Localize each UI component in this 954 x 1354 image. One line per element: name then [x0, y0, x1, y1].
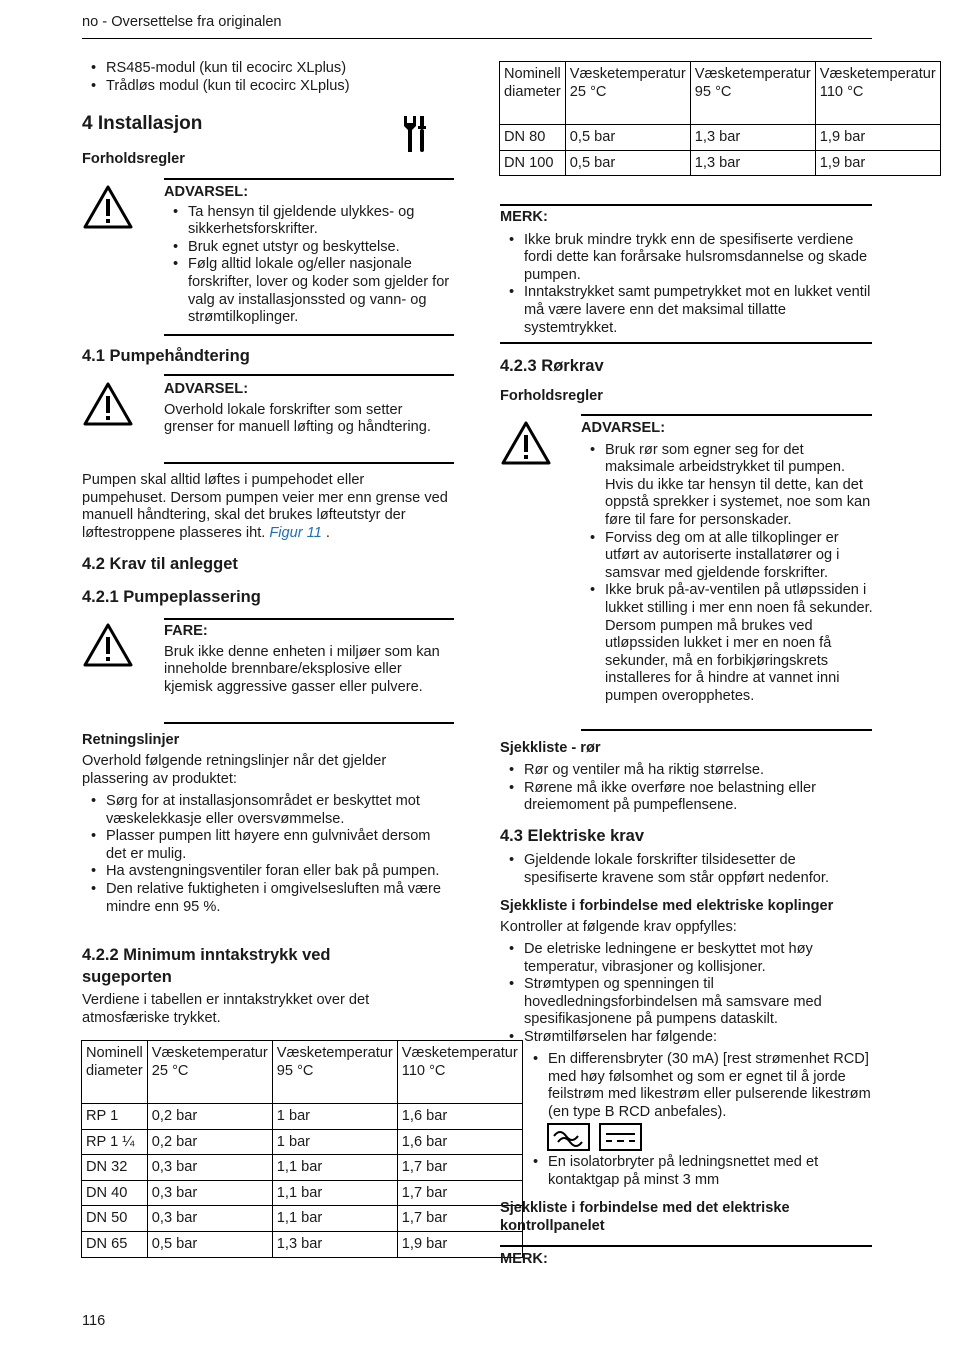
warning-triangle-icon	[82, 622, 134, 668]
list-item: • Rør og ventiler må ha riktig størrelse.	[500, 762, 872, 780]
danger-text: Bruk ikke denne enheten i miljøer som kan inneholde brennbare/eksplosive eller kjemisk aggressive gasser eller pulvere.	[164, 643, 440, 695]
note-label: MERK:	[500, 209, 548, 225]
page-number: 116	[82, 1313, 106, 1329]
table-cell: 0,5 bar	[565, 150, 690, 176]
note-rule-top	[500, 1245, 872, 1247]
table-cell: DN 32	[82, 1155, 148, 1181]
table-cell: 1,7 bar	[397, 1180, 522, 1206]
section-421-title: 4.2.1 Pumpeplassering	[82, 588, 261, 606]
table-cell: 1,3 bar	[690, 125, 815, 151]
list-item: • Plasser pumpen litt høyere enn gulvnivået dersom det er mulig.	[82, 828, 454, 863]
table-header: Væsketemperatur 25 °C	[565, 62, 690, 125]
table-cell: 1,9 bar	[815, 125, 940, 151]
checklist-electrical	[500, 941, 872, 1047]
list-item: • Ikke bruk mindre trykk enn de spesifiserte verdiene fordi dette kan forårsake hulsromsdannelse og skade pumpen.	[500, 232, 872, 285]
danger-rule-top	[164, 618, 454, 620]
warning-label: ADVARSEL:	[164, 381, 249, 397]
table-row	[82, 1180, 523, 1206]
checklist-pipes-heading: Sjekkliste - rør	[500, 740, 601, 756]
table-header: Væsketemperatur 95 °C	[690, 62, 815, 125]
table-row	[500, 125, 941, 151]
figure-link[interactable]: Figur 11	[269, 524, 322, 541]
list-item: • Bruk egnet utstyr og beskyttelse.	[164, 239, 454, 257]
warning-rule-bottom	[164, 462, 454, 464]
list-item: • Inntakstrykket samt pumpetrykket mot en lukket ventil må være lavere enn det maksimal tillatte systemtrykket.	[500, 284, 872, 337]
warning-label: ADVARSEL:	[581, 420, 666, 436]
paragraph-text: Pumpen skal alltid løftes i pumpehodet eller pumpehuset. Dersom pumpen veier mer enn grense ved manuell håndtering, skal det brukes løfteutstyr der løftestroppene plasseres iht.	[82, 472, 448, 541]
section-422-title: 4.2.2 Minimum inntakstrykk ved sugeporten	[82, 946, 331, 986]
section-423-title: 4.2.3 Rørkrav	[500, 357, 604, 375]
table-cell: 0,3 bar	[147, 1180, 272, 1206]
list-item: • Sørg for at installasjonsområdet er beskyttet mot væskelekkasje eller oversvømmelse.	[82, 793, 454, 828]
intro-list	[82, 60, 454, 95]
warning-rule-bottom	[164, 334, 454, 336]
list-item: • Ikke bruk på-av-ventilen på utløpssiden i lukket stilling i mer enn noen få sekunder. Dersom pumpen må brukes ved utløpssiden lukket i mer en noen få sekunder, må en forbikjøringskrets installeres for å hindre at vannet inni pumpen overopphetes.	[581, 582, 873, 705]
pressure-table-right	[499, 61, 941, 176]
list-item: • Den relative fuktigheten i omgivelsesluften må være mindre enn 95 %.	[82, 881, 454, 916]
list-item: • Ta hensyn til gjeldende ulykkes- og sikkerhetsforskrifter.	[164, 204, 454, 239]
section-42-title: 4.2 Krav til anlegget	[82, 555, 238, 573]
list-item: • Strømtilførselen har følgende:	[500, 1029, 872, 1047]
warning-triangle-icon	[82, 381, 134, 427]
guidelines-list	[82, 793, 454, 916]
list-item: • Ha avstengningsventiler foran eller bak på pumpen.	[82, 863, 454, 881]
list-item: • Gjeldende lokale forskrifter tilsidesetter de spesifiserte kravene som står oppført nedenfor.	[500, 852, 872, 887]
table-cell: 1,3 bar	[690, 150, 815, 176]
list-item: • Trådløs modul (kun til ecocirc XLplus)	[82, 78, 454, 96]
warning-box	[164, 184, 454, 327]
table-row	[82, 1231, 523, 1257]
table-cell: 0,2 bar	[147, 1129, 272, 1155]
list-item: • En differensbryter (30 mA) [rest strømenhet RCD] med høy følsomhet og som er egnet til å jorde feilstrøm med likestrøm eller pulserende likestrøm (en type B RCD anbefales).	[500, 1051, 872, 1121]
table-cell: 1,1 bar	[272, 1206, 397, 1232]
guidelines-intro: Overhold følgende retningslinjer når det gjelder plassering av produktet:	[82, 753, 387, 787]
table-cell: 1,6 bar	[397, 1104, 522, 1130]
table-cell: 1,9 bar	[815, 150, 940, 176]
precautions-heading: Forholdsregler	[82, 151, 185, 167]
note-label: MERK:	[500, 1251, 548, 1267]
table-header: Nominell diameter	[82, 1041, 148, 1104]
danger-box	[164, 623, 452, 696]
header-text: no - Oversettelse fra originalen	[82, 14, 282, 30]
checklist-electrical-sub	[500, 1051, 872, 1121]
list-item: • Bruk rør som egner seg for det maksimale arbeidstrykket til pumpen. Hvis du ikke tar hensyn til dette, kan det oppstå sprekker i systemet, noe som kan føre til fare for personskader.	[581, 442, 873, 530]
danger-rule-bottom	[164, 722, 454, 724]
paragraph-text: .	[325, 524, 330, 541]
note-box	[500, 209, 872, 337]
warning-label: ADVARSEL:	[164, 184, 249, 200]
table-row	[82, 1206, 523, 1232]
table-row	[500, 150, 941, 176]
table-row	[82, 1155, 523, 1181]
ac-symbol-icon	[548, 1124, 589, 1150]
table-cell: 1,1 bar	[272, 1155, 397, 1181]
pressure-table-left	[81, 1040, 523, 1258]
table-header: Væsketemperatur 25 °C	[147, 1041, 272, 1104]
dc-symbol-icon	[600, 1124, 641, 1150]
table-cell: 1 bar	[272, 1104, 397, 1130]
list-item: • RS485-modul (kun til ecocirc XLplus)	[82, 60, 454, 78]
section-43-title: 4.3 Elektriske krav	[500, 827, 645, 845]
table-cell: 0,2 bar	[147, 1104, 272, 1130]
table-cell: 1,3 bar	[272, 1231, 397, 1257]
warning-text: Overhold lokale forskrifter som setter grenser for manuell løfting og håndtering.	[164, 401, 431, 436]
table-cell: DN 80	[500, 125, 566, 151]
list-item: • Forviss deg om at alle tilkoplinger er utført av autoriserte installatører og i samsvar med gjeldende forskrifter.	[581, 530, 873, 583]
table-header-row	[82, 1041, 523, 1104]
table-cell: 1,7 bar	[397, 1206, 522, 1232]
table-header-row	[500, 62, 941, 125]
table-cell: DN 50	[82, 1206, 148, 1232]
table-header: Væsketemperatur 95 °C	[272, 1041, 397, 1104]
note-rule-bottom	[500, 342, 872, 344]
section-422-intro: Verdiene i tabellen er inntakstrykket over det atmosfæriske trykket.	[82, 992, 370, 1026]
warning-rule-top	[164, 374, 454, 376]
table-row	[82, 1129, 523, 1155]
table-row	[82, 1104, 523, 1130]
checklist-electrical-sub	[500, 1154, 872, 1189]
section-43-list	[500, 852, 872, 887]
checklist-electrical-heading: Sjekkliste i forbindelse med elektriske koplinger	[500, 898, 834, 914]
paragraph	[82, 472, 452, 542]
table-cell: DN 100	[500, 150, 566, 176]
table-cell: 1,7 bar	[397, 1155, 522, 1181]
list-item: • Rørene må ikke overføre noe belastning eller dreiemoment på pumpeflensene.	[500, 780, 872, 815]
table-cell: 0,5 bar	[147, 1231, 272, 1257]
tools-icon	[400, 114, 430, 154]
table-cell: DN 65	[82, 1231, 148, 1257]
guidelines-heading: Retningslinjer	[82, 732, 180, 748]
table-cell: 0,5 bar	[565, 125, 690, 151]
warning-triangle-icon	[82, 184, 134, 230]
list-item: • Strømtypen og spenningen til hovedledningsforbindelsen må samsvare med spesifikasjonene på pumpens dataskilt.	[500, 976, 872, 1029]
table-cell: DN 40	[82, 1180, 148, 1206]
warning-triangle-icon	[500, 420, 552, 466]
list-item: • En isolatorbryter på ledningsnettet med et kontaktgap på minst 3 mm	[500, 1154, 872, 1189]
list-item: • De eletriske ledningene er beskyttet mot høy temperatur, vibrasjoner og kollisjoner.	[500, 941, 872, 976]
checklist-electrical-intro: Kontroller at følgende krav oppfylles:	[500, 919, 737, 935]
warning-box	[164, 381, 449, 437]
section-41-title: 4.1 Pumpehåndtering	[82, 347, 250, 365]
danger-label: FARE:	[164, 623, 208, 639]
table-header: Nominell diameter	[500, 62, 566, 125]
table-cell: 0,3 bar	[147, 1206, 272, 1232]
page-header	[82, 14, 872, 39]
table-cell: RP 1	[82, 1104, 148, 1130]
note-rule-top	[500, 204, 872, 206]
ac-dc-symbols	[547, 1123, 643, 1151]
table-header: Væsketemperatur 110 °C	[397, 1041, 522, 1104]
section-4-title: 4 Installasjon	[82, 113, 203, 134]
list-item: • Følg alltid lokale og/eller nasjonale forskrifter, lover og koder som gjelder for valg av installasjonssted og vann- og strømtilkoplinger.	[164, 256, 454, 326]
checklist-pipes	[500, 762, 872, 815]
warning-rule-top	[581, 414, 872, 416]
table-cell: 1,1 bar	[272, 1180, 397, 1206]
checklist-panel-heading: Sjekkliste i forbindelse med det elektriske kontrollpanelet	[500, 1200, 790, 1234]
table-header: Væsketemperatur 110 °C	[815, 62, 940, 125]
warning-box	[581, 420, 873, 706]
table-cell: 1,9 bar	[397, 1231, 522, 1257]
table-cell: 0,3 bar	[147, 1155, 272, 1181]
table-cell: 1,6 bar	[397, 1129, 522, 1155]
precautions-heading: Forholdsregler	[500, 388, 603, 404]
table-cell: 1 bar	[272, 1129, 397, 1155]
table-cell: RP 1 ¼	[82, 1129, 148, 1155]
warning-rule-bottom	[581, 729, 872, 731]
warning-rule-top	[164, 178, 454, 180]
